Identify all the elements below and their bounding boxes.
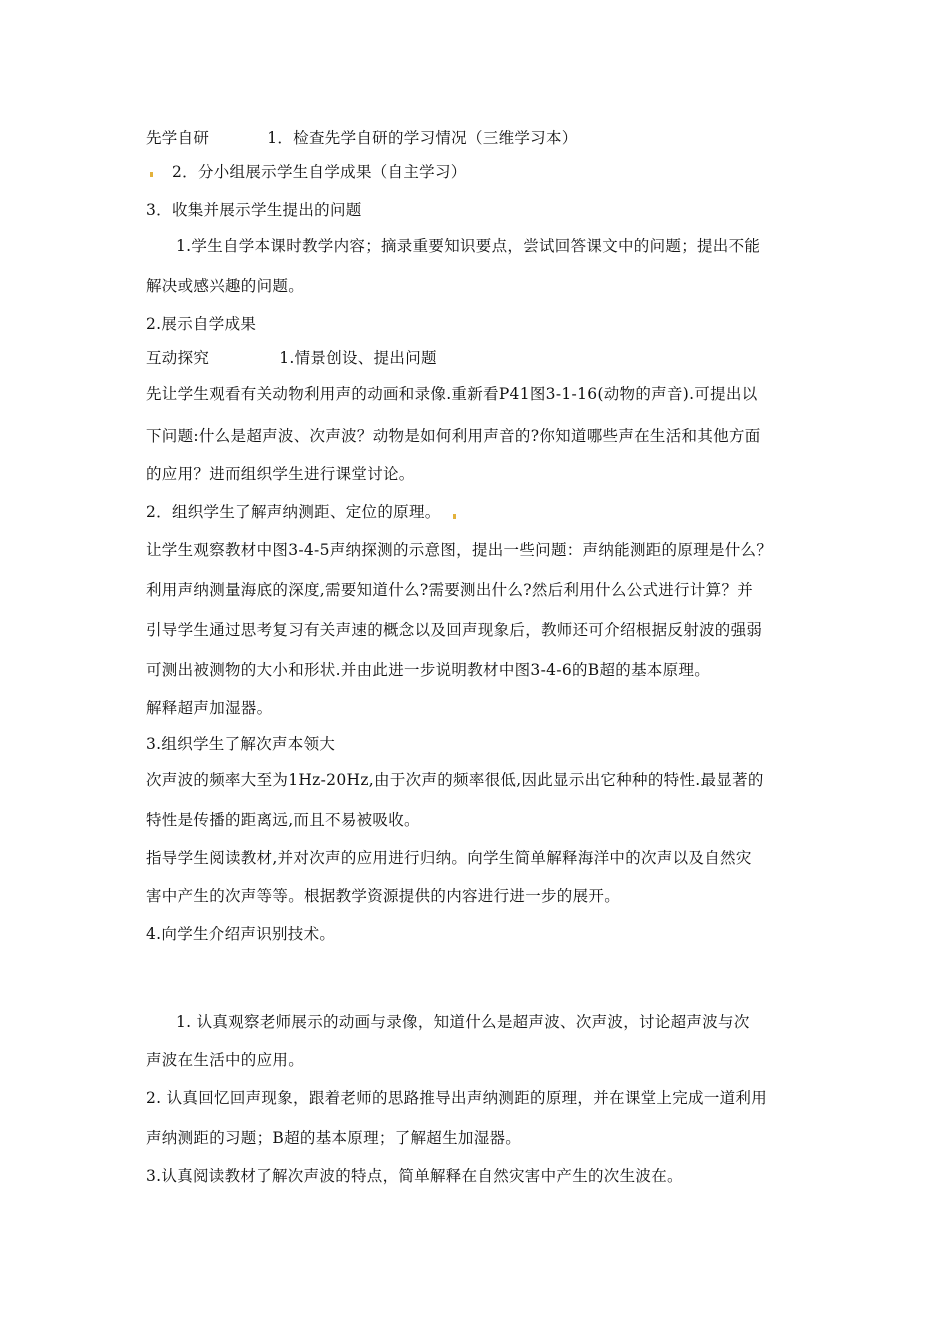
scan-mark	[453, 514, 456, 519]
line-text: 先让学生观看有关动物利用声的动画和录像.重新看P41图3-1-16(动物的声音).可提出以	[146, 385, 758, 403]
line-text: 下问题:什么是超声波、次声波？动物是如何利用声音的?你知道哪些声在生活和其他方面	[146, 427, 761, 445]
line-text: 让学生观察教材中图3-4-5声纳探测的示意图，提出一些问题：声纳能测距的原理是什么？	[146, 541, 773, 559]
line-text: 1.学生自学本课时教学内容；摘录重要知识要点，尝试回答课文中的问题；提出不能	[176, 237, 761, 255]
line-text: 解决或感兴趣的问题。	[146, 277, 305, 295]
line-text: 3.组织学生了解次声本领大	[146, 735, 336, 753]
line-text: 4.向学生介绍声识别技术。	[146, 925, 336, 943]
line-section-interactive	[146, 348, 437, 368]
line-text: 指导学生阅读教材,并对次声的应用进行归纳。向学生简单解释海洋中的次声以及自然灾	[146, 849, 752, 867]
line-text: 2．组织学生了解声纳测距、定位的原理。	[146, 503, 441, 521]
line-text: 引导学生通过思考复习有关声速的概念以及回声现象后，教师还可介绍根据反射波的强弱	[146, 621, 763, 639]
line-text: 2. 认真回忆回声现象，跟着老师的思路推导出声纳测距的原理，并在课堂上完成一道利用	[146, 1089, 768, 1107]
line-text: 解释超声加湿器。	[146, 699, 273, 717]
section-label-interactive: 互动探究	[146, 349, 210, 367]
line-text: 声波在生活中的应用。	[146, 1051, 305, 1069]
line-text: 的应用？进而组织学生进行课堂讨论。	[146, 465, 415, 483]
line-text: 可测出被测物的大小和形状.并由此进一步说明教材中图3-4-6的B超的基本原理。	[146, 661, 711, 679]
line-text: 声纳测距的习题；B超的基本原理；了解超生加湿器。	[146, 1129, 522, 1147]
line-text: 害中产生的次声等等。根据教学资源提供的内容进行进一步的展开。	[146, 887, 621, 905]
scan-mark	[150, 172, 153, 177]
line-text: 3.认真阅读教材了解次声波的特点，简单解释在自然灾害中产生的次生波在。	[146, 1167, 683, 1185]
section-label-self-study: 先学自研	[146, 129, 210, 147]
line-text: 1. 认真观察老师展示的动画与录像，知道什么是超声波、次声波，讨论超声波与次	[176, 1013, 750, 1031]
line-text: 2．分小组展示学生自学成果（自主学习）	[172, 163, 467, 181]
line-text: 2.展示自学成果	[146, 315, 257, 333]
line-text: 次声波的频率大至为1Hz-20Hz,由于次声的频率很低,因此显示出它种种的特性.最显著的	[146, 771, 764, 789]
step-text: 1．检查先学自研的学习情况（三维学习本）	[267, 129, 578, 147]
line-section-self-study	[146, 128, 578, 148]
line-text: 3．收集并展示学生提出的问题	[146, 201, 362, 219]
step-text: 1.情景创设、提出问题	[279, 349, 437, 367]
line-text: 特性是传播的距离远,而且不易被吸收。	[146, 811, 420, 829]
line-text: 利用声纳测量海底的深度,需要知道什么?需要测出什么?然后利用什么公式进行计算？并	[146, 581, 754, 599]
